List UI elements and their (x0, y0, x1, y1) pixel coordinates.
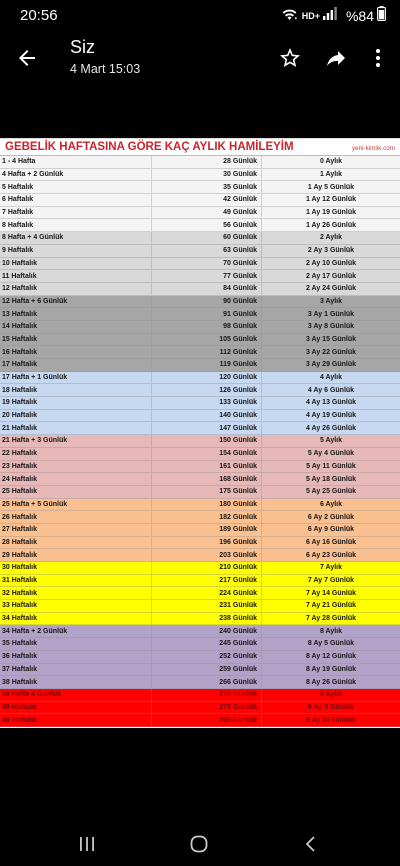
week-cell: 38 Haftalık (0, 676, 152, 688)
wifi-icon (281, 7, 298, 26)
battery-icon (377, 6, 386, 26)
table-row (0, 410, 400, 423)
months-cell: 1 Ay 19 Günlük (305, 209, 357, 217)
months-cell: 1 Ay 12 Günlük (305, 196, 357, 204)
days-cell: 280 Günlük (152, 714, 262, 726)
week-cell: 21 Haftalık (0, 422, 152, 434)
table-title: GEBELİK HAFTASINA GÖRE KAÇ AYLIK HAMİLEYİM (5, 141, 294, 153)
days-cell: 150 Günlük (152, 435, 262, 447)
table-header (0, 138, 400, 156)
week-cell: 7 Haftalık (0, 207, 152, 219)
week-cell: 34 Hafta + 2 Günlük (0, 625, 152, 637)
table-row (0, 562, 400, 575)
week-cell: 12 Haftalık (0, 283, 152, 295)
week-cell: 11 Haftalık (0, 270, 152, 282)
months-cell: 8 Ay 12 Günlük (305, 653, 357, 661)
days-cell: 77 Günlük (152, 270, 262, 282)
months-cell: 7 Ay 28 Günlük (305, 615, 357, 623)
table-row (0, 207, 400, 220)
status-bar (0, 0, 400, 32)
months-cell: 3 Ay 29 Günlük (305, 361, 357, 369)
days-cell: 60 Günlük (152, 232, 262, 244)
table-row (0, 435, 400, 448)
table-row (0, 156, 400, 169)
week-cell: 8 Haftalık (0, 219, 152, 231)
table-row (0, 359, 400, 372)
status-time: 20:56 (20, 7, 58, 24)
days-cell: 126 Günlük (152, 384, 262, 396)
table-row (0, 511, 400, 524)
days-cell: 217 Günlük (152, 575, 262, 587)
months-cell: 2 Ay 3 Günlük (307, 247, 355, 255)
months-cell: 7 Ay 7 Günlük (307, 577, 355, 585)
days-cell: 42 Günlük (152, 194, 262, 206)
message-timestamp: 4 Mart 15:03 (70, 62, 141, 76)
week-cell: 27 Haftalık (0, 524, 152, 536)
months-cell: 4 Ay 19 Günlük (305, 412, 357, 420)
table-row (0, 372, 400, 385)
table-body (0, 156, 400, 727)
days-cell: 182 Günlük (152, 511, 262, 523)
week-cell: 1 - 4 Hafta (0, 156, 152, 168)
table-row (0, 702, 400, 715)
months-cell: 2 Ay 24 Günlük (305, 285, 357, 293)
more-vertical-icon[interactable] (366, 46, 390, 70)
table-row (0, 308, 400, 321)
months-cell: 4 Aylık (319, 374, 343, 382)
week-cell: 13 Haftalık (0, 308, 152, 320)
week-cell: 33 Haftalık (0, 600, 152, 612)
share-icon[interactable] (324, 46, 348, 70)
days-cell: 49 Günlük (152, 207, 262, 219)
months-cell: 6 Ay 16 Günlük (305, 538, 357, 546)
week-cell: 20 Haftalık (0, 410, 152, 422)
week-cell: 25 Hafta + 5 Günlük (0, 499, 152, 511)
table-row (0, 181, 400, 194)
table-row (0, 549, 400, 562)
days-cell: 91 Günlük (152, 308, 262, 320)
table-row (0, 346, 400, 359)
months-cell: 9 Ay 3 Günlük (307, 703, 355, 711)
months-cell: 7 Aylık (319, 564, 343, 572)
table-row (0, 384, 400, 397)
months-cell: 1 Ay 26 Günlük (305, 221, 357, 229)
months-cell: 4 Ay 13 Günlük (305, 399, 357, 407)
week-cell: 16 Haftalık (0, 346, 152, 358)
months-cell: 5 Ay 11 Günlük (306, 462, 356, 470)
table-row (0, 575, 400, 588)
week-cell: 32 Haftalık (0, 587, 152, 599)
months-cell: 5 Ay 18 Günlük (305, 475, 357, 483)
months-cell: 9 Aylık (319, 691, 343, 699)
months-cell: 3 Ay 22 Günlük (305, 348, 357, 356)
months-cell: 6 Aylık (319, 500, 343, 508)
table-row (0, 283, 400, 296)
table-row (0, 689, 400, 702)
months-cell: 5 Ay 25 Günlük (305, 488, 357, 496)
table-row (0, 664, 400, 677)
week-cell: 37 Haftalık (0, 664, 152, 676)
days-cell: 105 Günlük (152, 334, 262, 346)
table-row (0, 638, 400, 651)
shared-image[interactable] (0, 138, 400, 728)
week-cell: 36 Haftalık (0, 651, 152, 663)
table-row (0, 422, 400, 435)
week-cell: 17 Haftalık (0, 359, 152, 371)
table-row (0, 625, 400, 638)
network-type: HD+ (301, 11, 320, 21)
table-row (0, 296, 400, 309)
week-cell: 21 Hafta + 3 Günlük (0, 435, 152, 447)
months-cell: 6 Ay 2 Günlük (307, 513, 355, 521)
week-cell: 4 Hafta + 2 Günlük (0, 169, 152, 181)
week-cell: 19 Haftalık (0, 397, 152, 409)
week-cell: 10 Haftalık (0, 258, 152, 270)
months-cell: 9 Ay 10 Günlük (305, 716, 357, 724)
table-row (0, 714, 400, 727)
months-cell: 2 Ay 10 Günlük (305, 259, 357, 267)
signal-icon (323, 7, 337, 25)
months-cell: 2 Ay 17 Günlük (305, 272, 357, 280)
months-cell: 5 Ay 4 Günlük (307, 450, 355, 458)
days-cell: 252 Günlük (152, 651, 262, 663)
days-cell: 147 Günlük (152, 422, 262, 434)
star-icon[interactable] (278, 46, 302, 70)
days-cell: 238 Günlük (152, 613, 262, 625)
months-cell: 3 Ay 1 Günlük (307, 310, 355, 318)
week-cell: 9 Haftalık (0, 245, 152, 257)
days-cell: 231 Günlük (152, 600, 262, 612)
week-cell: 26 Haftalık (0, 511, 152, 523)
days-cell: 120 Günlük (152, 372, 262, 384)
recent-apps-icon[interactable] (75, 832, 99, 856)
app-bar (0, 32, 400, 86)
months-cell: 7 Ay 21 Günlük (305, 602, 357, 610)
months-cell: 3 Ay 8 Günlük (307, 323, 355, 331)
conversation-title: Siz (70, 37, 96, 57)
days-cell: 270 Günlük (152, 689, 262, 701)
table-row (0, 676, 400, 689)
week-cell: 24 Haftalık (0, 473, 152, 485)
months-cell: 6 Ay 23 Günlük (305, 551, 357, 559)
months-cell: 2 Aylık (319, 234, 343, 242)
week-cell: 38 Hafta 4 Günlük (0, 689, 152, 701)
table-row (0, 169, 400, 182)
table-row (0, 258, 400, 271)
days-cell: 245 Günlük (152, 638, 262, 650)
table-row (0, 245, 400, 258)
days-cell: 168 Günlük (152, 473, 262, 485)
week-cell: 6 Haftalık (0, 194, 152, 206)
days-cell: 189 Günlük (152, 524, 262, 536)
week-cell: 35 Haftalık (0, 638, 152, 650)
days-cell: 273 Günlük (152, 702, 262, 714)
months-cell: 4 Ay 26 Günlük (305, 424, 357, 432)
days-cell: 203 Günlük (152, 549, 262, 561)
days-cell: 259 Günlük (152, 664, 262, 676)
table-row (0, 194, 400, 207)
week-cell: 40 Haftalık (0, 714, 152, 726)
week-cell: 14 Haftalık (0, 321, 152, 333)
days-cell: 154 Günlük (152, 448, 262, 460)
week-cell: 28 Haftalık (0, 537, 152, 549)
table-row (0, 651, 400, 664)
week-cell: 29 Haftalık (0, 549, 152, 561)
week-cell: 5 Haftalık (0, 181, 152, 193)
days-cell: 266 Günlük (152, 676, 262, 688)
table-row (0, 613, 400, 626)
months-cell: 3 Ay 15 Günlük (305, 335, 357, 343)
months-cell: 8 Aylık (319, 627, 343, 635)
days-cell: 140 Günlük (152, 410, 262, 422)
days-cell: 210 Günlük (152, 562, 262, 574)
days-cell: 30 Günlük (152, 169, 262, 181)
battery-level: %84 (345, 8, 374, 24)
table-row (0, 486, 400, 499)
week-cell: 25 Haftalık (0, 486, 152, 498)
week-cell: 34 Haftalık (0, 613, 152, 625)
days-cell: 175 Günlük (152, 486, 262, 498)
table-row (0, 219, 400, 232)
days-cell: 90 Günlük (152, 296, 262, 308)
week-cell: 23 Haftalık (0, 461, 152, 473)
home-icon[interactable] (187, 832, 211, 856)
week-cell: 22 Haftalık (0, 448, 152, 460)
table-row (0, 537, 400, 550)
table-row (0, 524, 400, 537)
table-row (0, 461, 400, 474)
months-cell: 8 Ay 26 Günlük (305, 678, 357, 686)
table-row (0, 448, 400, 461)
days-cell: 84 Günlük (152, 283, 262, 295)
days-cell: 196 Günlük (152, 537, 262, 549)
months-cell: 8 Ay 5 Günlük (307, 640, 355, 648)
months-cell: 4 Ay 6 Günlük (307, 386, 355, 394)
week-cell: 31 Haftalık (0, 575, 152, 587)
week-cell: 15 Haftalık (0, 334, 152, 346)
watermark: yeni-kimlik.com (351, 145, 395, 152)
navigation-bar (0, 820, 400, 866)
table-row (0, 587, 400, 600)
week-cell: 30 Haftalık (0, 562, 152, 574)
months-cell: 5 Aylık (319, 437, 343, 445)
table-row (0, 600, 400, 613)
days-cell: 70 Günlük (152, 258, 262, 270)
days-cell: 224 Günlük (152, 587, 262, 599)
days-cell: 98 Günlük (152, 321, 262, 333)
status-icons (281, 8, 386, 24)
arrow-left-icon[interactable] (15, 46, 39, 70)
days-cell: 161 Günlük (152, 461, 262, 473)
table-row (0, 270, 400, 283)
months-cell: 0 Aylık (319, 158, 343, 166)
days-cell: 180 Günlük (152, 499, 262, 511)
table-row (0, 397, 400, 410)
months-cell: 6 Ay 9 Günlük (307, 526, 355, 534)
months-cell: 8 Ay 19 Günlük (305, 665, 357, 673)
table-row (0, 232, 400, 245)
back-icon[interactable] (299, 832, 323, 856)
days-cell: 63 Günlük (152, 245, 262, 257)
days-cell: 35 Günlük (152, 181, 262, 193)
table-row (0, 499, 400, 512)
table-row (0, 473, 400, 486)
week-cell: 12 Hafta + 6 Günlük (0, 296, 152, 308)
months-cell: 7 Ay 14 Günlük (305, 589, 357, 597)
table-row (0, 334, 400, 347)
days-cell: 28 Günlük (152, 156, 262, 168)
days-cell: 119 Günlük (152, 359, 262, 371)
months-cell: 3 Aylık (319, 297, 343, 305)
days-cell: 112 Günlük (152, 346, 262, 358)
week-cell: 39 Haftalık (0, 702, 152, 714)
days-cell: 240 Günlük (152, 625, 262, 637)
week-cell: 17 Hafta + 1 Günlük (0, 372, 152, 384)
days-cell: 133 Günlük (152, 397, 262, 409)
table-row (0, 321, 400, 334)
months-cell: 1 Ay 5 Günlük (307, 183, 355, 191)
months-cell: 1 Aylık (319, 171, 343, 179)
week-cell: 8 Hafta + 4 Günlük (0, 232, 152, 244)
days-cell: 56 Günlük (152, 219, 262, 231)
week-cell: 18 Haftalık (0, 384, 152, 396)
